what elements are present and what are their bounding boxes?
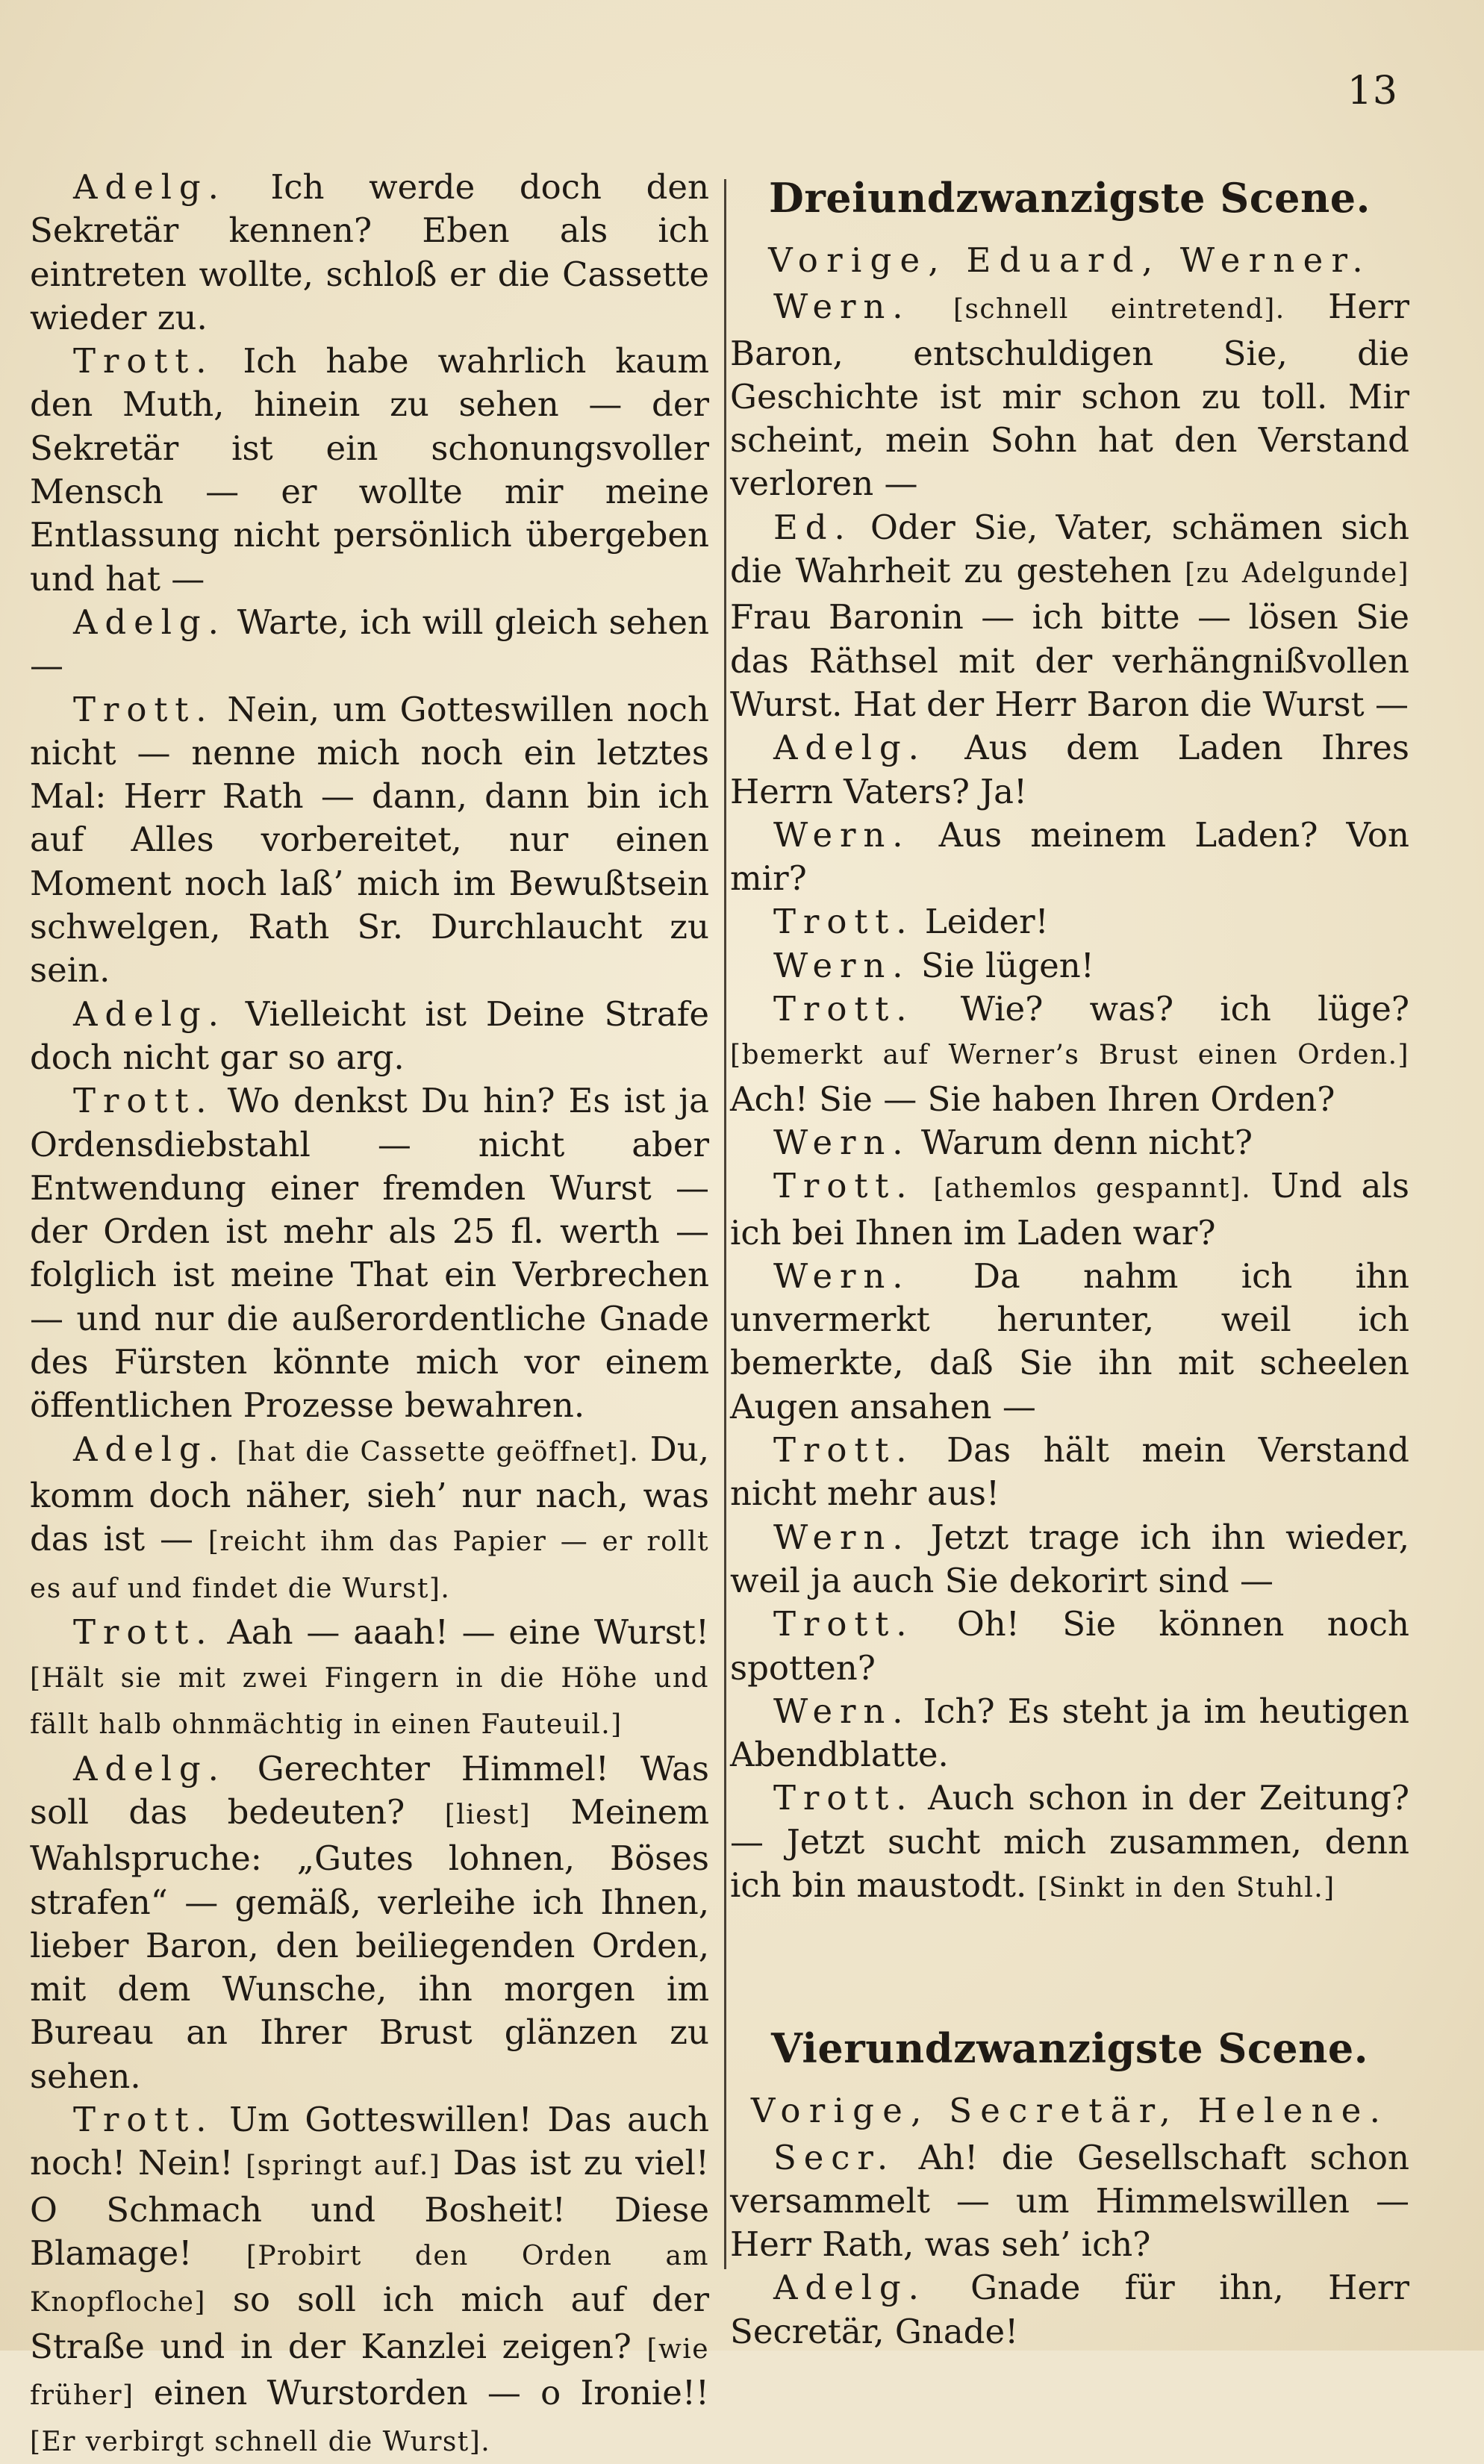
- dialogue-text: Du, komm doch näher, sieh’ nur nach, was das ist —: [30, 1429, 710, 1559]
- dialogue-text: Warum denn nicht?: [920, 1122, 1253, 1162]
- speaker-name: Wern.: [773, 287, 911, 327]
- speech-paragraph: [30, 688, 709, 993]
- speech-paragraph: [730, 1516, 1409, 1603]
- speaker-name: Adelg.: [73, 1748, 226, 1788]
- speech-paragraph: [30, 1611, 709, 1747]
- speaker-name: Trott.: [73, 2100, 214, 2140]
- dialogue-text: Leider!: [924, 902, 1049, 942]
- right-column: [730, 172, 1409, 2354]
- speaker-name: Adelg.: [73, 167, 226, 207]
- stage-direction: [reicht ihm das Papier — er rollt es auf und findet die Wurst].: [30, 1526, 709, 1604]
- stage-direction: [Sinkt in den Stuhl.]: [1037, 1872, 1335, 1903]
- speaker-name: Ed.: [773, 507, 852, 547]
- dialogue-text: Wie? was? ich lüge?: [960, 989, 1409, 1029]
- dialogue-text: Vielleicht ist Deine Strafe doch nicht gar so arg.: [30, 994, 709, 1077]
- dialogue-text: Aus meinem Laden? Von mir?: [730, 814, 1409, 899]
- speaker-name: Wern.: [773, 814, 911, 855]
- scene-24-dialogue: [730, 2136, 1409, 2354]
- speech-paragraph: [30, 340, 709, 601]
- speech-paragraph: [730, 2136, 1409, 2267]
- speaker-name: Wern.: [773, 1517, 911, 1557]
- dialogue-text: Ach! Sie — Sie haben Ihren Orden?: [730, 1079, 1335, 1119]
- dialogue-text: Um Gotteswillen! Das auch noch! Nein!: [30, 2100, 710, 2183]
- stage-direction: [Hält sie mit zwei Fingern in die Höhe und fällt halb ohnmächtig in einen Fauteuil.]: [30, 1663, 709, 1741]
- dialogue-text: Gnade für ihn, Herr Secretär, Gnade!: [730, 2268, 1409, 2351]
- speaker-name: Trott.: [773, 1430, 914, 1470]
- left-column-dialogue: [30, 166, 709, 2464]
- scene-24: [730, 2022, 1409, 2354]
- speech-paragraph: [730, 2266, 1409, 2354]
- speaker-name: Adelg.: [73, 1429, 226, 1469]
- stage-direction: [Probirt den Orden am Knopfloche]: [30, 2240, 709, 2318]
- scene-spacer: [730, 1910, 1409, 2022]
- speech-paragraph: [730, 1255, 1409, 1429]
- scene-23: [730, 172, 1409, 1910]
- speaker-name: Adelg.: [73, 602, 226, 642]
- speech-paragraph: [730, 285, 1409, 505]
- speech-paragraph: [30, 1747, 709, 2098]
- speaker-name: Trott.: [73, 1081, 214, 1121]
- speech-paragraph: [30, 993, 709, 1080]
- dialogue-text: Oder Sie, Vater, schämen sich die Wahrheit zu gestehen: [730, 507, 1409, 591]
- speaker-name: Secr.: [773, 2137, 896, 2177]
- speech-paragraph: [730, 1429, 1409, 1516]
- speech-paragraph: [730, 1690, 1409, 1777]
- dialogue-text: Jetzt trage ich ihn wieder, weil ja auch Sie dekorirt sind —: [730, 1517, 1409, 1600]
- speaker-name: Adelg.: [773, 2268, 926, 2308]
- stage-direction: [liest]: [444, 1799, 531, 1830]
- dialogue-text: einen Wurstorden — o Ironie!!: [134, 2372, 709, 2412]
- speaker-name: Wern.: [773, 1256, 911, 1296]
- stage-direction: [wie früher]: [30, 2333, 709, 2411]
- speaker-name: Trott.: [773, 1778, 914, 1818]
- dialogue-text: Da nahm ich ihn unvermerkt herunter, weil ich bemerkte, daß Sie ihn mit scheelen Augen ansahen —: [730, 1256, 1409, 1426]
- speech-paragraph: [30, 1079, 709, 1427]
- speaker-name: Adelg.: [773, 728, 926, 768]
- dialogue-text: Ah! die Gesellschaft schon versammelt — um Himmelswillen — Herr Rath, was seh’ ich?: [730, 2137, 1409, 2265]
- dialogue-text: Oh! Sie können noch spotten?: [730, 1604, 1409, 1688]
- dialogue-text: Herr Baron, entschuldigen Sie, die Geschichte ist mir schon zu toll. Mir scheint, mein Sohn hat den Verstand verloren —: [730, 287, 1409, 504]
- dialogue-text: Wo denkst Du hin? Es ist ja Ordensdiebstahl — nicht aber Entwendung einer fremden Wurst — der Orden ist mehr als 25 fl. werth — folglich ist meine That ein Verbrechen — und nur die außerordentliche Gnade des Fürsten könnte mich vor einem öffentlichen Prozesse bewahren.: [30, 1081, 709, 1426]
- speaker-name: Trott.: [73, 689, 214, 729]
- dialogue-text: Aus dem Laden Ihres Herrn Vaters? Ja!: [730, 728, 1409, 811]
- dialogue-text: Sie lügen!: [920, 945, 1094, 985]
- speaker-name: Wern.: [773, 945, 911, 985]
- stage-direction: [Er verbirgt schnell die Wurst].: [30, 2427, 491, 2458]
- dialogue-text: Gerechter Himmel! Was soll das bedeuten?: [30, 1748, 709, 1832]
- dialogue-text: Meinem Wahlspruche: „Gutes lohnen, Böses strafen“ — gemäß, verleihe ich Ihnen, lieber Baron, den beiliegenden Orden, mit dem Wunsche, ihn morgen im Bureau an Ihrer Brust glänzen zu sehen.: [30, 1791, 709, 2096]
- speech-paragraph: [730, 900, 1409, 944]
- speaker-name: Trott.: [773, 902, 914, 942]
- speech-paragraph: [30, 1428, 709, 1611]
- stage-direction: [zu Adelgunde]: [1185, 558, 1409, 590]
- column-divider: [724, 179, 726, 2269]
- dialogue-text: so soll ich mich auf der Straße und in der Kanzlei zeigen?: [30, 2280, 709, 2366]
- speaker-name: Trott.: [773, 1166, 914, 1206]
- speaker-name: Trott.: [73, 1612, 214, 1652]
- dialogue-text: Aah — aaah! — eine Wurst!: [227, 1612, 709, 1652]
- speech-paragraph: [730, 988, 1409, 1121]
- speech-paragraph: [30, 166, 709, 340]
- speaker-name: Trott.: [773, 1604, 914, 1644]
- speaker-name: Trott.: [73, 341, 214, 381]
- speaker-name: Wern.: [773, 1122, 911, 1162]
- speaker-name: Trott.: [773, 989, 914, 1029]
- speech-paragraph: [730, 1164, 1409, 1255]
- dialogue-text: Ich habe wahrlich kaum den Muth, hinein zu sehen — der Sekretär ist ein schonungsvoller Mensch — er wollte mir meine Entlassung nicht persönlich übergeben und hat —: [30, 341, 709, 599]
- speech-paragraph: [730, 506, 1409, 726]
- scene-23-cast: Vorige, Eduard, Werner.: [768, 240, 1371, 280]
- stage-direction: [springt auf.]: [246, 2150, 441, 2182]
- scene-24-cast: Vorige, Secretär, Helene.: [750, 2091, 1389, 2131]
- dialogue-text: Ich? Es steht ja im heutigen Abendblatte.: [730, 1691, 1409, 1775]
- speech-paragraph: [730, 1121, 1409, 1164]
- speech-paragraph: [730, 944, 1409, 988]
- dialogue-text: Warte, ich will gleich sehen —: [30, 602, 709, 686]
- speech-paragraph: [730, 1603, 1409, 1690]
- dialogue-text: Und als ich bei Ihnen im Laden war?: [730, 1166, 1409, 1253]
- scene-24-title: Vierundzwanzigste Scene.: [770, 2024, 1369, 2073]
- dialogue-text: Das hält mein Verstand nicht mehr aus!: [730, 1430, 1409, 1514]
- dialogue-text: Frau Baronin — ich bitte — lösen Sie das Räthsel mit der verhängnißvollen Wurst. Hat der Herr Baron die Wurst —: [730, 597, 1409, 724]
- page-number: 13: [1347, 69, 1398, 113]
- scene-23-dialogue: [730, 285, 1409, 1910]
- speech-paragraph: [30, 2098, 709, 2464]
- dialogue-text: Das ist zu viel! O Schmach und Bosheit! Diese Blamage!: [30, 2143, 709, 2273]
- speaker-name: Wern.: [773, 1691, 911, 1731]
- dialogue-text: Nein, um Gotteswillen noch nicht — nenne mich noch ein letztes Mal: Herr Rath — dann, dann bin ich auf Alles vorbereitet, nur einen Moment noch laß’ mich im Bewußtsein schwelgen, Rath Sr. Durchlaucht zu sein.: [30, 689, 709, 991]
- dialogue-text: Ich werde doch den Sekretär kennen? Eben als ich eintreten wollte, schloß er die Cassette wieder zu.: [30, 167, 709, 337]
- stage-direction: [bemerkt auf Werner’s Brust einen Orden.]: [730, 1040, 1409, 1071]
- stage-direction: [schnell eintretend].: [953, 294, 1285, 325]
- speech-paragraph: [30, 601, 709, 688]
- speech-paragraph: [730, 1777, 1409, 1910]
- stage-direction: [hat die Cassette geöffnet].: [237, 1436, 640, 1468]
- speaker-name: Adelg.: [73, 994, 226, 1034]
- scene-23-title: Dreiundzwanzigste Scene.: [769, 174, 1371, 222]
- dialogue-text: Auch schon in der Zeitung? — Jetzt sucht mich zusammen, denn ich bin maustodt.: [730, 1778, 1409, 1905]
- speech-paragraph: [730, 814, 1409, 901]
- stage-direction: [athemlos gespannt].: [933, 1173, 1252, 1205]
- speech-paragraph: [730, 726, 1409, 814]
- left-column: [30, 166, 709, 2464]
